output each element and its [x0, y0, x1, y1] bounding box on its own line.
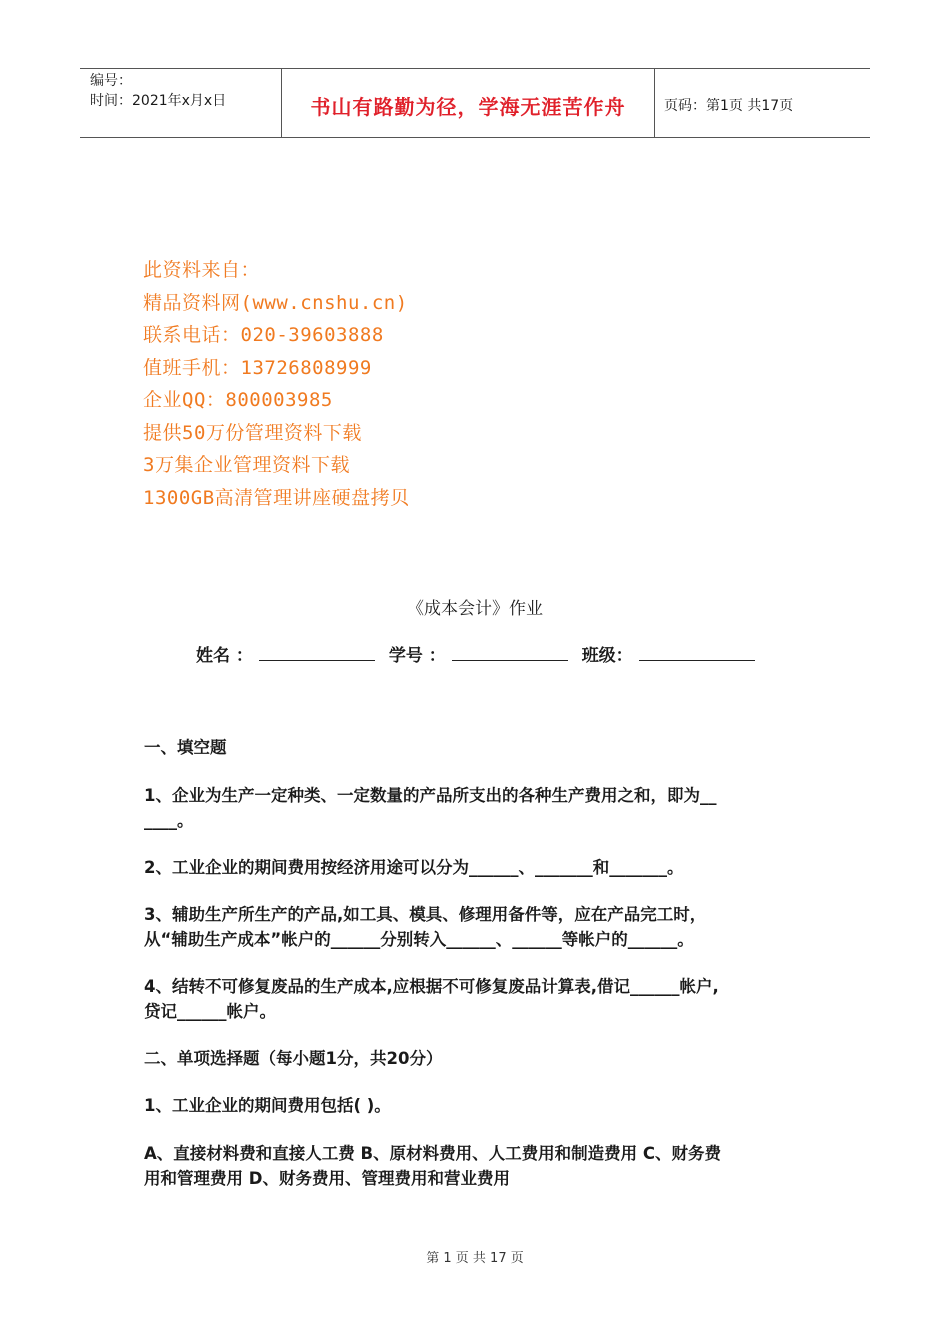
- question-line: 1、企业为生产一定种类、一定数量的产品所支出的各种生产费用之和，即为__: [144, 786, 717, 805]
- option-line: A、直接材料费和直接人工费 B、原材料费用、人工费用和制造费用 C、财务费: [144, 1144, 721, 1163]
- question-3: [144, 902, 814, 952]
- header-motto: 书山有路勤为径，学海无涯苦作舟: [310, 95, 626, 119]
- id-blank[interactable]: [452, 644, 568, 661]
- question-line: 4、结转不可修复废品的生产成本,应根据不可修复废品计算表,借记______帐户,: [144, 977, 719, 996]
- promo-line: 精品资料网(www.cnshu.cn): [143, 291, 408, 314]
- date-label: 时间：2021年x月x日: [90, 93, 227, 109]
- question-line: ____。: [144, 811, 194, 830]
- promo-line: 联系电话：020-39603888: [143, 324, 384, 346]
- header-meta: [90, 71, 226, 111]
- header-divider: [654, 69, 655, 137]
- question-2: 2、工业企业的期间费用按经济用途可以分为______、_______和_______。: [144, 858, 684, 877]
- question-line: 从“辅助生产成本”帐户的______分别转入______、______等帐户的______。: [144, 930, 694, 949]
- class-blank[interactable]: [639, 644, 755, 661]
- promo-block: [143, 254, 410, 514]
- promo-line: 1300GB高清管理讲座硬盘拷贝: [143, 486, 410, 509]
- promo-line: 值班手机：13726808999: [143, 356, 372, 379]
- promo-line: 3万集企业管理资料下载: [143, 454, 350, 476]
- promo-line: 此资料来自：: [143, 259, 261, 281]
- name-blank[interactable]: [259, 644, 375, 661]
- question-line: 3、辅助生产所生产的产品,如工具、模具、修理用备件等，应在产品完工时，: [144, 905, 707, 924]
- section-heading-single-choice: 二、单项选择题（每小题1分，共20分）: [144, 1049, 443, 1068]
- header-table: [80, 68, 870, 138]
- promo-line: 提供50万份管理资料下载: [143, 421, 362, 444]
- question-1: [144, 783, 814, 833]
- option-line: 用和管理费用 D、财务费用、管理费用和营业费用: [144, 1169, 510, 1188]
- choice-question-1: 1、工业企业的期间费用包括( )。: [144, 1096, 391, 1115]
- class-label: 班级：: [581, 646, 633, 666]
- choice-options: [144, 1141, 814, 1191]
- name-label: 姓名 ：: [196, 646, 253, 666]
- number-label: 编号：: [90, 73, 132, 89]
- document-title: 《成本会计》作业: [407, 599, 543, 619]
- student-info-row: [196, 641, 763, 666]
- page-footer: 第 1 页 共 17 页: [426, 1251, 524, 1266]
- section-heading-fill-blank: 一、填空题: [144, 738, 227, 757]
- question-4: [144, 974, 814, 1024]
- question-line: 贷记______帐户。: [144, 1002, 276, 1021]
- promo-line: 企业QQ：800003985: [143, 389, 333, 411]
- id-label: 学号 ：: [388, 646, 446, 666]
- header-page-info: 页码：第1页 共17页: [664, 98, 794, 114]
